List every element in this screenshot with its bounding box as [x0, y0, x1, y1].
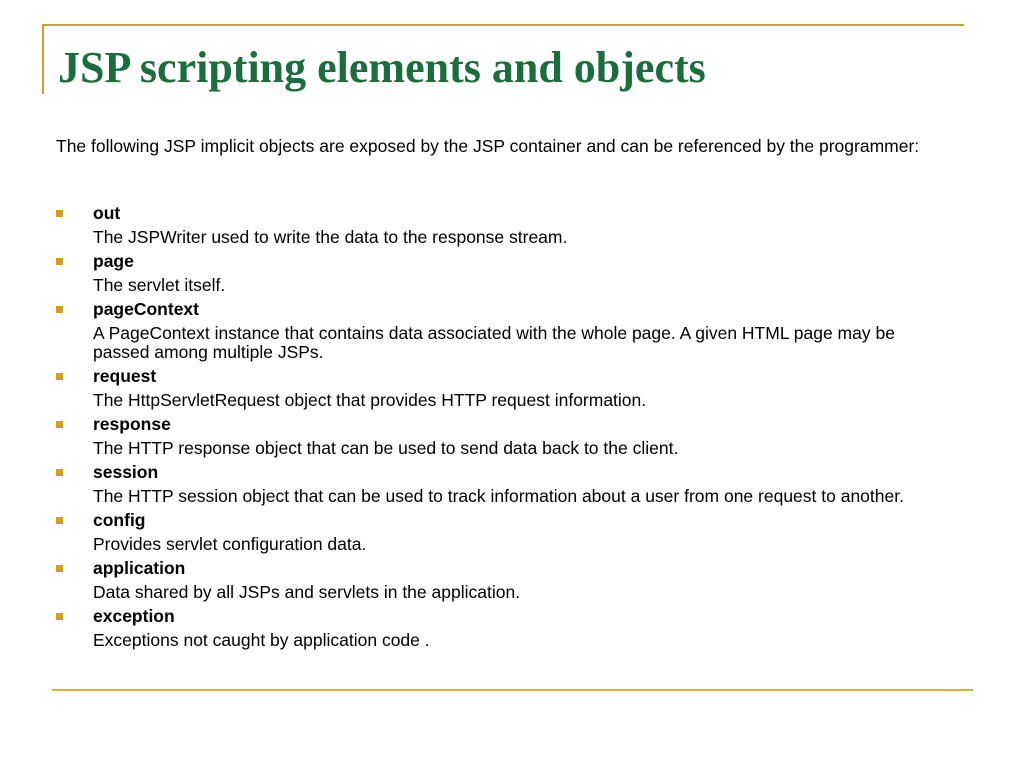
item-description: The servlet itself. [93, 275, 226, 295]
implicit-objects-list [0, 203, 1024, 654]
frame-left-rule [42, 24, 44, 94]
item-term: request [93, 366, 157, 386]
list-item-application [0, 558, 1024, 606]
item-term: out [93, 203, 121, 223]
list-item-page [0, 251, 1024, 299]
item-description: The HttpServletRequest object that provides HTTP request information. [93, 390, 647, 410]
list-item-session [0, 462, 1024, 510]
square-bullet-icon [56, 210, 63, 217]
item-term: session [93, 462, 159, 482]
item-description: Provides servlet configuration data. [93, 534, 367, 554]
item-term: exception [93, 606, 175, 626]
square-bullet-icon [56, 517, 63, 524]
item-description: The JSPWriter used to write the data to the response stream. [93, 227, 568, 247]
square-bullet-icon [56, 258, 63, 265]
item-description: Data shared by all JSPs and servlets in the application. [93, 582, 521, 602]
list-item-exception [0, 606, 1024, 654]
frame-top-rule [42, 24, 964, 26]
list-item-pagecontext [0, 299, 1024, 366]
square-bullet-icon [56, 373, 63, 380]
frame-bottom-rule [52, 689, 973, 691]
item-term: config [93, 510, 146, 530]
list-item-out [0, 203, 1024, 251]
list-item-request [0, 366, 1024, 414]
list-item-response [0, 414, 1024, 462]
list-item-config [0, 510, 1024, 558]
item-term: response [93, 414, 171, 434]
item-description: The HTTP response object that can be used to send data back to the client. [93, 438, 679, 458]
item-description: The HTTP session object that can be used to track information about a user from one request to another. [93, 486, 904, 506]
slide-title: JSP scripting elements and objects [58, 43, 706, 92]
square-bullet-icon [56, 469, 63, 476]
intro-text: The following JSP implicit objects are exposed by the JSP container and can be referenced by the programmer: [56, 136, 920, 156]
item-description: Exceptions not caught by application code . [93, 630, 430, 650]
item-term: application [93, 558, 186, 578]
square-bullet-icon [56, 421, 63, 428]
item-term: page [93, 251, 134, 271]
square-bullet-icon [56, 565, 63, 572]
square-bullet-icon [56, 613, 63, 620]
square-bullet-icon [56, 306, 63, 313]
item-description: A PageContext instance that contains data associated with the whole page. A given HTML page may be passed among multiple JSPs. [93, 323, 895, 362]
item-term: pageContext [93, 299, 199, 319]
